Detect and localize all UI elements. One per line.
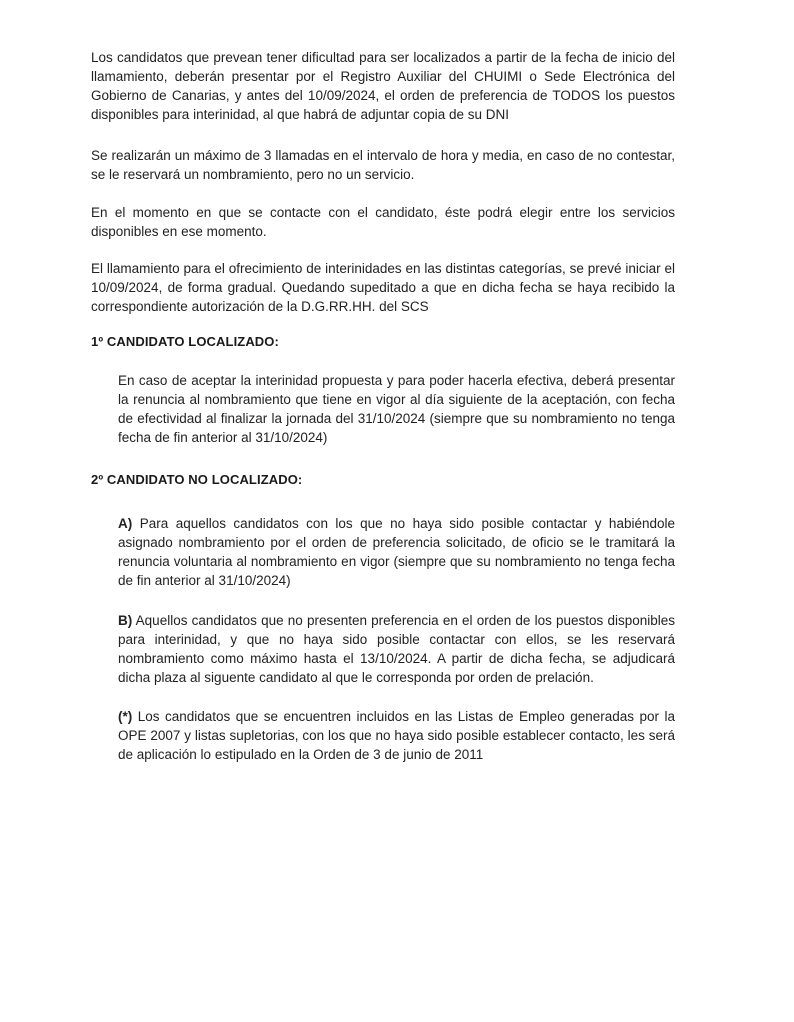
item-a-lead: A) <box>118 516 133 531</box>
footnote-text: Los candidatos que se encuentren incluidos en las Listas de Empleo generadas por la OPE 2007 y listas supletorias, con los que no haya sido posible establecer contacto, les será de aplicación lo estipulado en la Orden de 3 de junio de 2011 <box>118 709 675 762</box>
section-heading-candidato-no-localizado: 2º CANDIDATO NO LOCALIZADO: <box>91 472 303 487</box>
paragraph-item-b <box>118 611 675 687</box>
paragraph-call-start: El llamamiento para el ofrecimiento de interinidades en las distintas categorías, se prevé iniciar el 10/09/2024, de forma gradual. Quedando supeditado a que en dicha fecha se haya recibido la correspondiente autorización de la D.G.RR.HH. del SCS <box>91 261 675 314</box>
paragraph-max-calls: Se realizarán un máximo de 3 llamadas en el intervalo de hora y media, en caso de no contestar, se le reservará un nombramiento, pero no un servicio. <box>91 148 675 182</box>
item-a-text: Para aquellos candidatos con los que no haya sido posible contactar y habiéndole asignado nombramiento por el orden de preferencia solicitado, de oficio se le tramitará la renuncia voluntaria al nombramiento en vigor (siempre que su nombramiento no tenga fecha de fin anterior al 31/10/2024) <box>118 516 675 588</box>
paragraph-footnote <box>118 707 675 764</box>
paragraph-candidate-contact: En el momento en que se contacte con el candidato, éste podrá elegir entre los servicios disponibles en ese momento. <box>91 205 675 239</box>
footnote-lead: (*) <box>118 709 133 724</box>
paragraph-localization-difficulty: Los candidatos que prevean tener dificultad para ser localizados a partir de la fecha de inicio del llamamiento, deberán presentar por el Registro Auxiliar del CHUIMI o Sede Electrónica del Gobierno de Canarias, y antes del 10/09/2024, el orden de preferencia de TODOS los puestos disponibles para interinidad, al que habrá de adjuntar copia de su DNI <box>91 50 675 122</box>
item-b-text: Aquellos candidatos que no presenten preferencia en el orden de los puestos disponibles para interinidad, y que no haya sido posible contactar con ellos, se les reservará nombramiento como máximo hasta el 13/10/2024. A partir de dicha fecha, se adjudicará dicha plaza al siguente candidato al que le corresponda por orden de prelación. <box>118 613 675 685</box>
paragraph-candidato-localizado-body: En caso de aceptar la interinidad propuesta y para poder hacerla efectiva, deberá presentar la renuncia al nombramiento que tiene en vigor al día siguiente de la aceptación, con fecha de efectividad al finalizar la jornada del 31/10/2024 (siempre que su nombramiento no tenga fecha de fin anterior al 31/10/2024) <box>118 373 675 445</box>
paragraph-item-a <box>118 514 675 590</box>
item-b-lead: B) <box>118 613 133 628</box>
section-heading-candidato-localizado: 1º CANDIDATO LOCALIZADO: <box>91 334 279 349</box>
